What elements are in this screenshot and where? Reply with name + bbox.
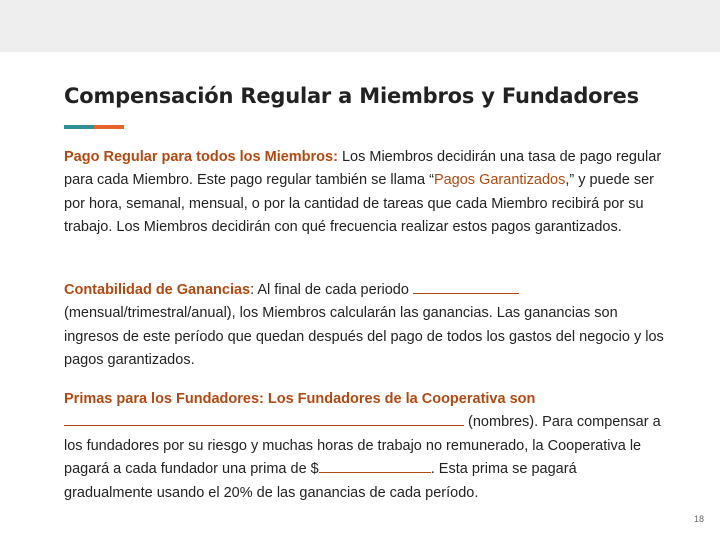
paragraph-text: (mensual/trimestral/anual), los Miembros calcularán las ganancias. Las ganancias son ingresos de este período que quedan después del pago de todos los gastos del negocio y los pagos garantizados. bbox=[64, 305, 664, 369]
title-accent-teal bbox=[64, 125, 94, 129]
paragraph-profit-accounting bbox=[64, 279, 664, 373]
paragraph-founder-bonus bbox=[64, 388, 664, 505]
paragraph-text: . Esta prima se pagará gradualmente usando el 20% de las ganancias de cada período. bbox=[64, 461, 577, 501]
slide-title: Compensación Regular a Miembros y Fundadores bbox=[64, 84, 639, 108]
paragraph-heading: Primas para los Fundadores: Los Fundadores de la Cooperativa son bbox=[64, 391, 536, 407]
paragraph-text: (nombres). Para compensar a los fundadores por su riesgo y muchas horas de trabajo no remunerado, la Cooperativa le pagará a cada fundador una prima de $ bbox=[64, 414, 661, 478]
bonus-amount-blank-field[interactable] bbox=[319, 458, 431, 473]
paragraph-regular-pay bbox=[64, 146, 664, 240]
guaranteed-payments-term: Pagos Garantizados bbox=[433, 172, 566, 189]
period-blank-field[interactable] bbox=[413, 279, 519, 294]
founder-names-blank-field[interactable] bbox=[64, 411, 464, 426]
paragraph-heading: Contabilidad de Ganancias bbox=[64, 282, 251, 298]
paragraph-text: : Al final de cada periodo bbox=[250, 282, 413, 298]
top-bar bbox=[0, 0, 720, 52]
paragraph-heading: Pago Regular para todos los Miembros: bbox=[64, 149, 338, 165]
paragraph-text: ,” y puede ser por hora, semanal, mensual, o por la cantidad de tareas que cada Miembro recibirá por su trabajo. Los Miembros decidirán con qué frecuencia realizar estos pagos garantizados. bbox=[64, 172, 654, 236]
title-accent-orange bbox=[94, 125, 124, 129]
page-number: 18 bbox=[694, 514, 705, 524]
paragraph-text: Los Miembros decidirán una tasa de pago regular para cada Miembro. Este pago regular también se llama “ bbox=[64, 149, 662, 189]
